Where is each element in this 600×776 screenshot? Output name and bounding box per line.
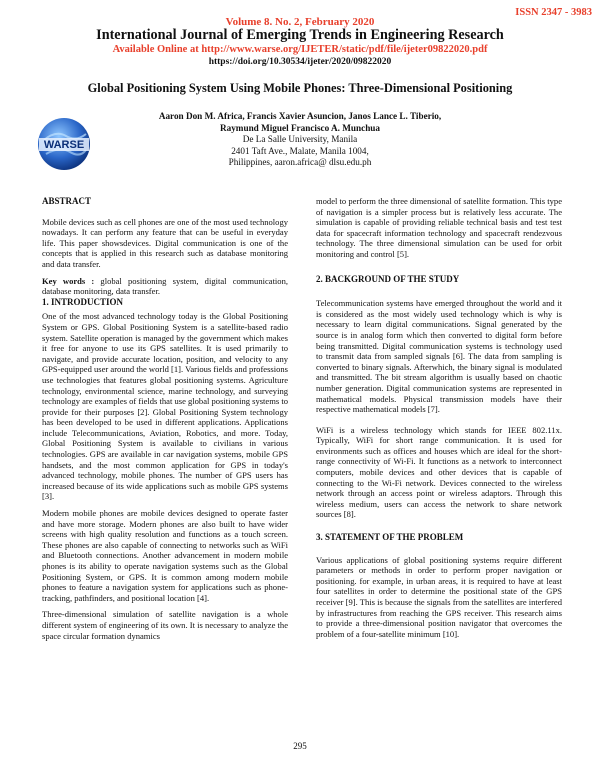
affiliation-line-1: De La Salle University, Manila bbox=[242, 134, 358, 144]
journal-title: International Journal of Emerging Trends in Engineering Research bbox=[96, 27, 504, 43]
authors-line-2: Raymund Miguel Francisco A. Munchua bbox=[219, 122, 381, 133]
authors-line-1: Aaron Don M. Africa, Francis Xavier Asuncion, Janos Lance L. Tiberio, bbox=[158, 111, 442, 121]
introduction-heading: 1. INTRODUCTION bbox=[42, 296, 124, 307]
logo-text: WARSE bbox=[43, 139, 85, 151]
problem-statement-paragraph: Various applications of global positioning systems require different parameters or methods in order to perform proper navigation or positioning. for example, in urban areas, it is required to have at least four satellites in order to determine the positional state of the GPS receiver [9]. This is because the signals from the satellites are interfered by infrastructures from reaching the GPS receiver. This research aims to provide a three-dimensional position navigator that overcomes the problem of a four-satellite minimum [10]. bbox=[316, 554, 562, 639]
page-number: 295 bbox=[293, 741, 307, 751]
keywords bbox=[42, 276, 288, 297]
problem-statement-heading: 3. STATEMENT OF THE PROBLEM bbox=[316, 532, 464, 543]
keywords-text: global positioning system, digital communication, database monitoring, data transfer. bbox=[42, 275, 288, 297]
background-paragraph-1: Telecommunication systems have emerged throughout the world and it is considered as the most widely used technology which is why is necessary to learn digital communications. Signal generated by the source is in analog form which then converted to digital form before being transmitted. Digital communication systems is technology used to transmit data from sampled signals [6]. The data from sampling is converted to binary signals. Afterwhich, the binary signal is modulated and transmitted. The bit stream algorithm is usually based on chaotic number generation. Digital communication systems are represented in mathematical models. Physical transmission models have their respective mathematical models [7]. bbox=[316, 298, 562, 415]
left-column bbox=[42, 196, 288, 647]
volume-line: Volume 8. No. 2, February 2020 bbox=[225, 16, 375, 28]
affiliation-line-3: Philippines, aaron.africa@ dlsu.edu.ph bbox=[228, 157, 372, 167]
available-online-link[interactable]: Available Online at http://www.warse.org/IJETER/static/pdf/file/ijeter09822020.pdf bbox=[112, 44, 488, 55]
intro-paragraph-2: Modern mobile phones are mobile devices designed to operate faster and have more storage. Modern phones are also built to have wider screens with high quality resolution and functions as a touch screen. These phones are also capable of connecting to networks such as WiFi and Bluetooth connections. Another advancement in modern mobile phones is its ability to operate navigation systems such as the Global Positioning System, or GPS. It is common among modern mobile phones to feature a navigation system for applications such as phone-tracking, pathfinders, and positional location [4]. bbox=[42, 508, 288, 603]
affiliation-line-2: 2401 Taft Ave., Malate, Manila 1004, bbox=[231, 145, 369, 156]
intro-paragraph-1: One of the most advanced technology today is the Global Positioning System or GPS. Global Positioning System is a satellite-based radio system. Satellite operation is managed by the government which makes it free for anyone to use its GPS satellites. It is used primarily to navigate, and provide accurate location, position, and velocity to any GPS-equipped user around the world [1]. Various fields and professions use technologies that features global positioning systems. Agriculture technology, environmental science, marine technology, and surveying technology are examples of fields that use global positioning systems to provide for their purposes [2]. Global Positioning System technology has been developed to be used in different applications. Applications include Telecommunications, Aviation, Robotics, and more. Today, Global Positioning System is available to civilians in various technologies. GPS are available in car navigation systems, mobile GPS handsets, and the most common application for GPS in today's advanced technology, mobile phones. The number of GPS users has increased because of its wide applications such as mobile GPS systems [3]. bbox=[42, 311, 288, 502]
abstract-heading: ABSTRACT bbox=[42, 196, 92, 206]
doi-link[interactable]: https://doi.org/10.30534/ijeter/2020/09822020 bbox=[208, 57, 392, 67]
abstract-text: Mobile devices such as cell phones are one of the most used technology nowadays. It can perform any feature that can be useful in everyday life. This paper showsdevices. Digital communication is one of the concepts that is applied in this research such as database monitoring and data transfer. bbox=[42, 216, 288, 269]
background-paragraph-2: WiFi is a wireless technology which stands for IEEE 802.11x. Typically, WiFi for short range communication. It is used for environments such as offices and houses which are ideal for the short-range connectivity of Wi-Fi. It functions as a network to interconnect computers, mobile devices and other devices that is capable of connecting to the Wi-Fi network. Devices connected to the wireless network through an access point or wireless adaptors. Through this wireless medium, users can access the network to share network sources [8]. bbox=[316, 424, 562, 520]
issn-label: ISSN 2347 - 3983 bbox=[515, 7, 592, 18]
intro-paragraph-continued: model to perform the three dimensional of satellite formation. This type of navigation is a simpler process but is relatively less accurate. The simulation is capable of providing reliable technical basis and test test data for spacecraft information technology and spacecraft rendezvous technology. The three dimensional simulation can be used for orbit monitoring and control [5]. bbox=[316, 196, 562, 259]
author-block bbox=[0, 111, 600, 169]
background-heading: 2. BACKGROUND OF THE STUDY bbox=[316, 273, 460, 284]
intro-paragraph-3: Three-dimensional simulation of satellite navigation is a whole different system of engineering of its own. It is necessary to analyze the space circular formation dynamics bbox=[42, 609, 288, 641]
paper-title: Global Positioning System Using Mobile Phones: Three-Dimensional Positioning bbox=[87, 81, 513, 95]
right-column bbox=[316, 196, 562, 645]
keywords-label: Key words : bbox=[42, 275, 95, 286]
